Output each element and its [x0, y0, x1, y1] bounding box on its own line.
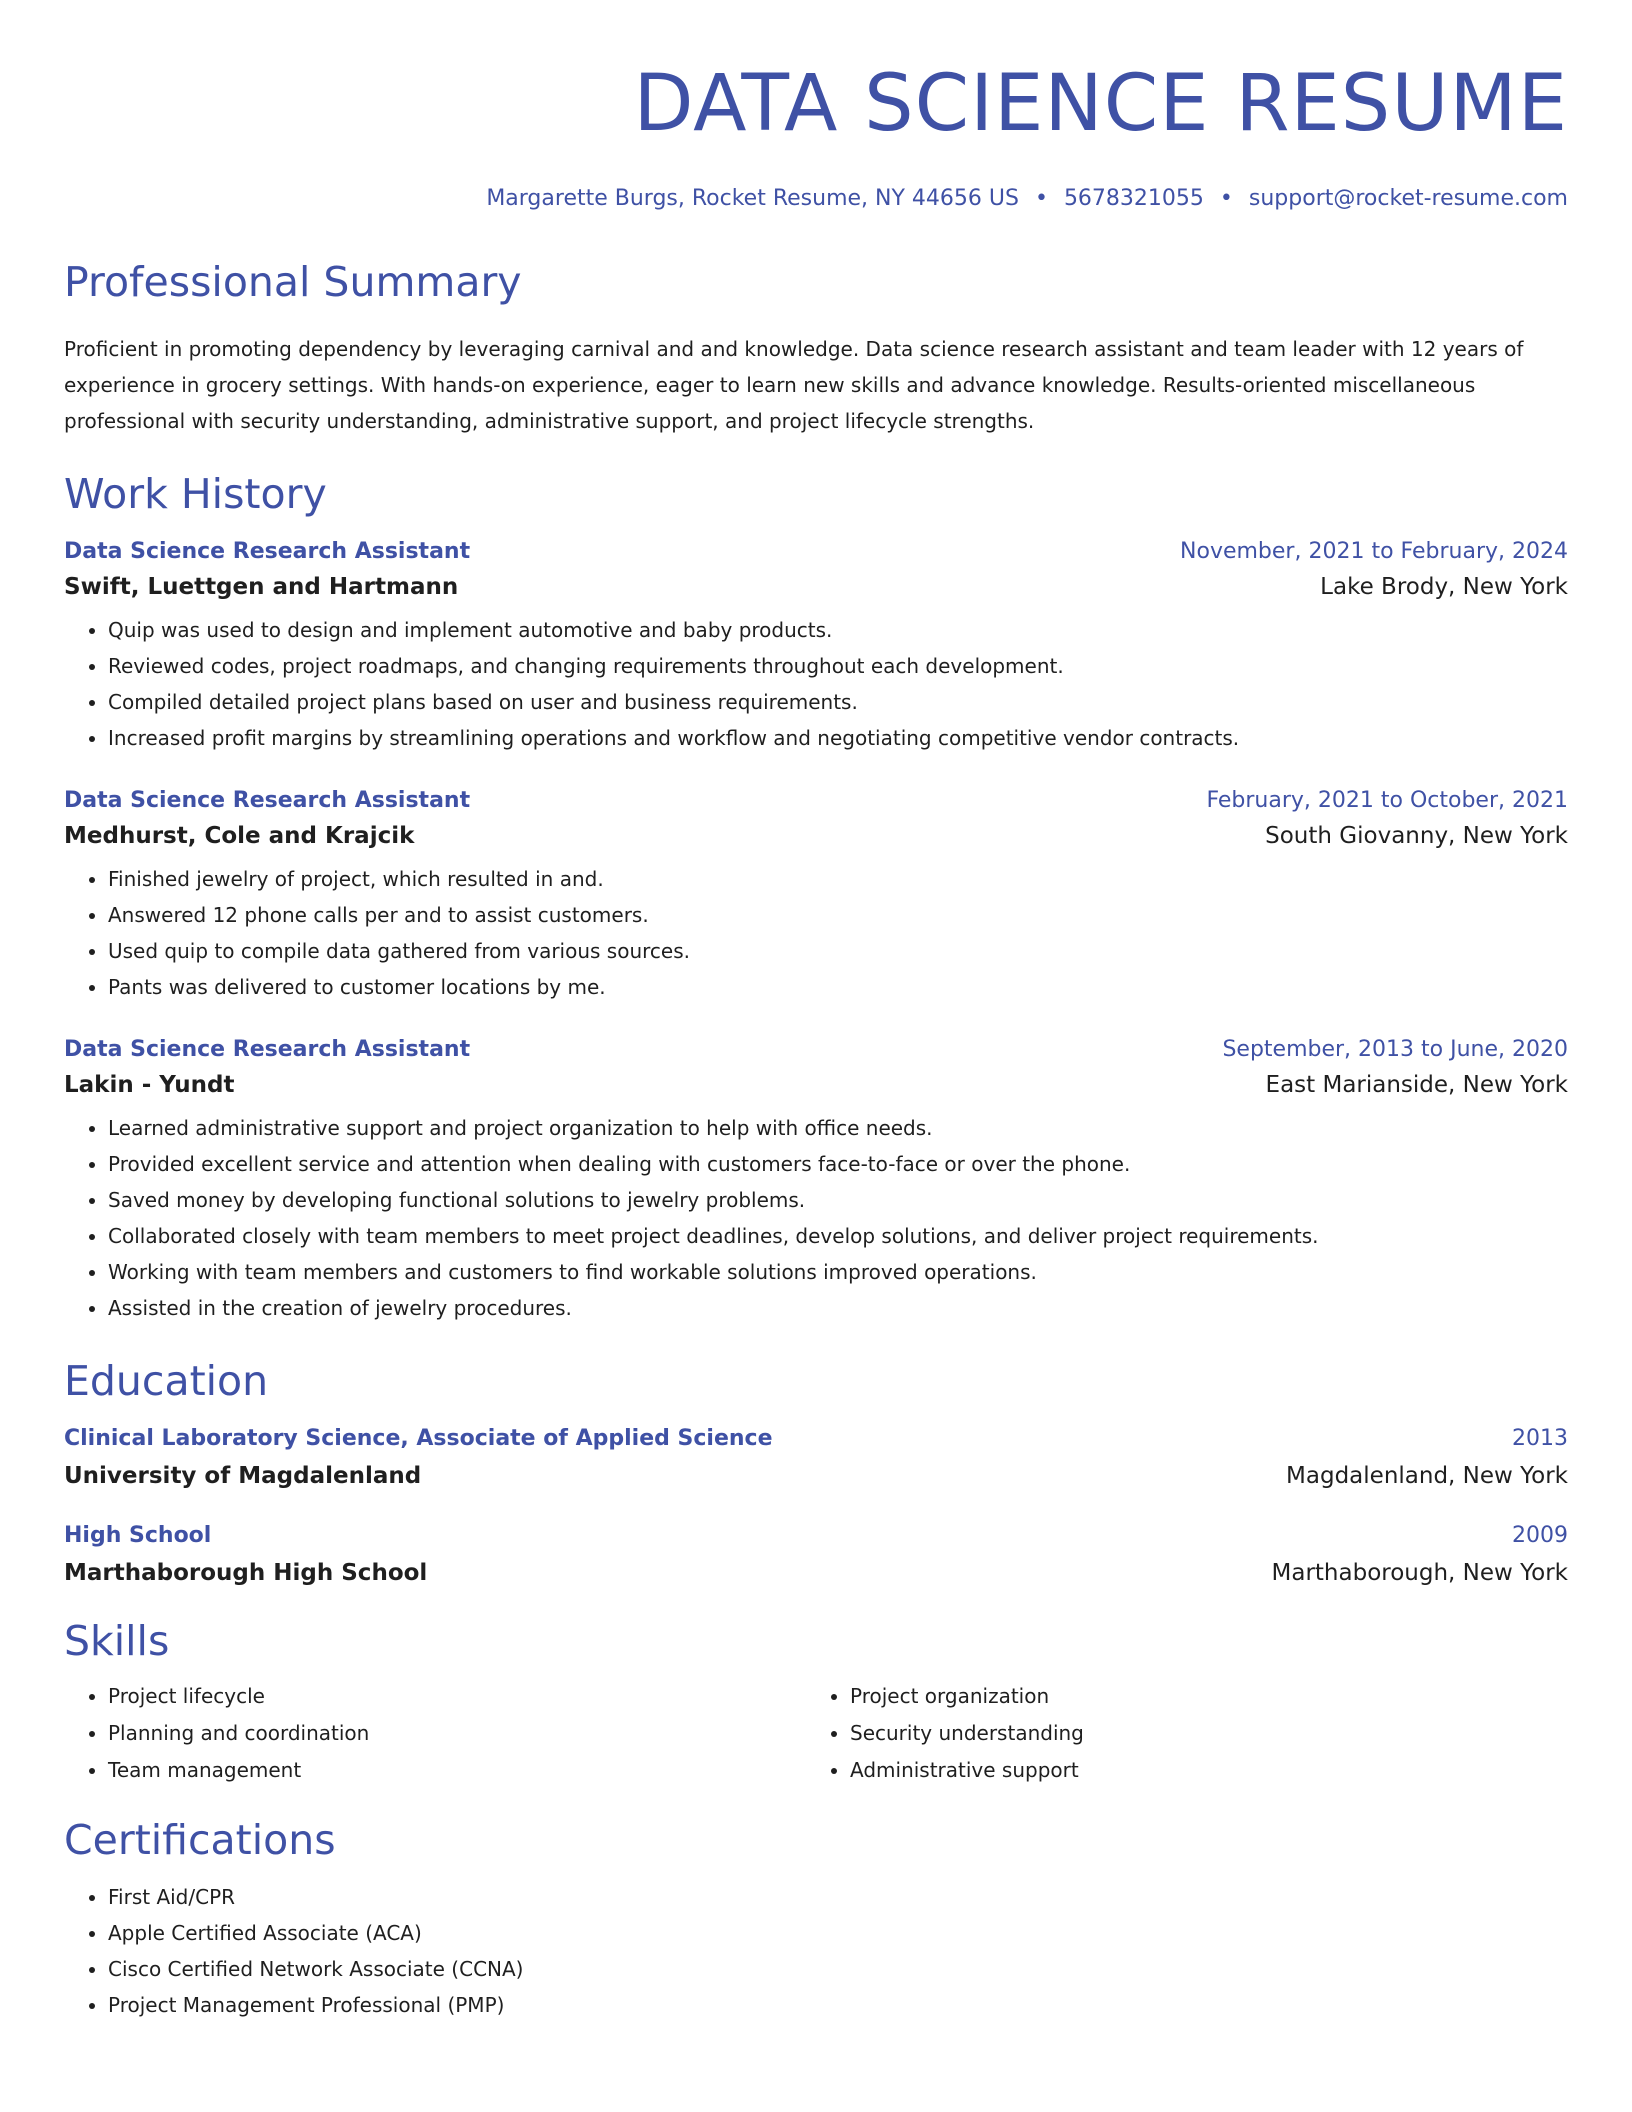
section-heading-skills: Skills — [64, 1617, 170, 1665]
list-item: • Learned administrative support and project organization to help with office needs. — [108, 1110, 1568, 1146]
job-title: Data Science Research Assistant — [64, 539, 471, 564]
list-item: • Project lifecycle — [108, 1678, 806, 1715]
contact-separator: • — [1034, 186, 1048, 211]
job-location: South Giovanny, New York — [1265, 823, 1568, 849]
summary-section — [64, 257, 1568, 439]
summary-text: Proficient in promoting dependency by leveraging carnival and and knowledge. Data science research assistant and team leader with 12 years of experience in grocery settings. With hands-on experience, eager to learn new skills and advance knowledge. Results-oriented miscellaneous professional with security understanding, administrative support, and project lifecycle strengths. — [64, 337, 1524, 433]
education-location: Magdalenland, New York — [1286, 1463, 1568, 1489]
job-location: Lake Brody, New York — [1320, 574, 1568, 600]
list-item: • Cisco Certified Network Associate (CCNA) — [108, 1951, 1568, 1987]
job-location: East Marianside, New York — [1265, 1072, 1568, 1098]
list-item: • Pants was delivered to customer locations by me. — [108, 969, 1568, 1005]
section-heading-certifications: Certifications — [64, 1816, 336, 1864]
list-item: • First Aid/CPR — [108, 1879, 1568, 1915]
job-bullets — [64, 1110, 1568, 1326]
education-section — [64, 1356, 1568, 1586]
list-item: • Quip was used to design and implement automotive and baby products. — [108, 612, 1568, 648]
list-item: • Security understanding — [850, 1715, 1548, 1752]
list-item: • Used quip to compile data gathered from various sources. — [108, 933, 1568, 969]
job-title: Data Science Research Assistant — [64, 788, 471, 813]
resume-header — [64, 60, 1568, 211]
section-heading-summary: Professional Summary — [64, 258, 522, 306]
job-dates: November, 2021 to February, 2024 — [1180, 539, 1568, 564]
job-company: Swift, Luettgen and Hartmann — [64, 574, 459, 600]
list-item: • Provided excellent service and attention when dealing with customers face-to-face or over the phone. — [108, 1146, 1568, 1182]
list-item: • Increased profit margins by streamlining operations and workflow and negotiating competitive vendor contracts. — [108, 720, 1568, 756]
job-company: Medhurst, Cole and Krajcik — [64, 823, 415, 849]
skills-grid — [64, 1678, 1568, 1789]
education-year: 2009 — [1512, 1523, 1568, 1548]
list-item: • Apple Certified Associate (ACA) — [108, 1915, 1568, 1951]
section-heading-work-history: Work History — [64, 470, 327, 518]
list-item: • Project organization — [850, 1678, 1548, 1715]
job-title: Data Science Research Assistant — [64, 1037, 471, 1062]
list-item: • Answered 12 phone calls per and to assist customers. — [108, 897, 1568, 933]
list-item: • Finished jewelry of project, which resulted in and. — [108, 861, 1568, 897]
contact-address: Margarette Burgs, Rocket Resume, NY 44656 US — [486, 186, 1019, 211]
contact-line — [64, 186, 1568, 211]
education-location: Marthaborough, New York — [1271, 1560, 1568, 1586]
contact-phone: 5678321055 — [1063, 186, 1204, 211]
section-heading-education: Education — [64, 1357, 269, 1405]
job-bullets — [64, 861, 1568, 1005]
list-item: • Administrative support — [850, 1752, 1548, 1789]
education-entry — [64, 1426, 1568, 1489]
list-item: • Team management — [108, 1752, 806, 1789]
resume-title: DATA SCIENCE RESUME — [633, 59, 1568, 149]
skills-column-left — [64, 1678, 806, 1789]
education-school: University of Magdalenland — [64, 1463, 422, 1489]
job-entry — [64, 788, 1568, 1005]
list-item: • Planning and coordination — [108, 1715, 806, 1752]
job-entry — [64, 1037, 1568, 1326]
skills-section — [64, 1616, 1568, 1789]
certifications-list — [64, 1879, 1568, 2023]
list-item: • Saved money by developing functional solutions to jewelry problems. — [108, 1182, 1568, 1218]
list-item: • Compiled detailed project plans based on user and business requirements. — [108, 684, 1568, 720]
list-item: • Project Management Professional (PMP) — [108, 1987, 1568, 2023]
list-item: • Reviewed codes, project roadmaps, and changing requirements throughout each development. — [108, 648, 1568, 684]
education-degree: Clinical Laboratory Science, Associate of Applied Science — [64, 1426, 773, 1451]
certifications-section — [64, 1815, 1568, 2023]
list-item: • Collaborated closely with team members to meet project deadlines, develop solutions, and deliver project requirements. — [108, 1218, 1568, 1254]
job-dates: February, 2021 to October, 2021 — [1206, 788, 1568, 813]
list-item: • Working with team members and customers to find workable solutions improved operations. — [108, 1254, 1568, 1290]
job-dates: September, 2013 to June, 2020 — [1222, 1037, 1568, 1062]
job-entry — [64, 539, 1568, 756]
education-entry — [64, 1523, 1568, 1586]
skills-column-right — [806, 1678, 1548, 1789]
job-company: Lakin - Yundt — [64, 1072, 235, 1098]
education-year: 2013 — [1512, 1426, 1568, 1451]
education-school: Marthaborough High School — [64, 1560, 428, 1586]
job-bullets — [64, 612, 1568, 756]
work-history-section — [64, 469, 1568, 1326]
contact-separator: • — [1219, 186, 1233, 211]
list-item: • Assisted in the creation of jewelry procedures. — [108, 1290, 1568, 1326]
education-degree: High School — [64, 1523, 212, 1548]
contact-email[interactable]: support@rocket-resume.com — [1248, 186, 1568, 211]
